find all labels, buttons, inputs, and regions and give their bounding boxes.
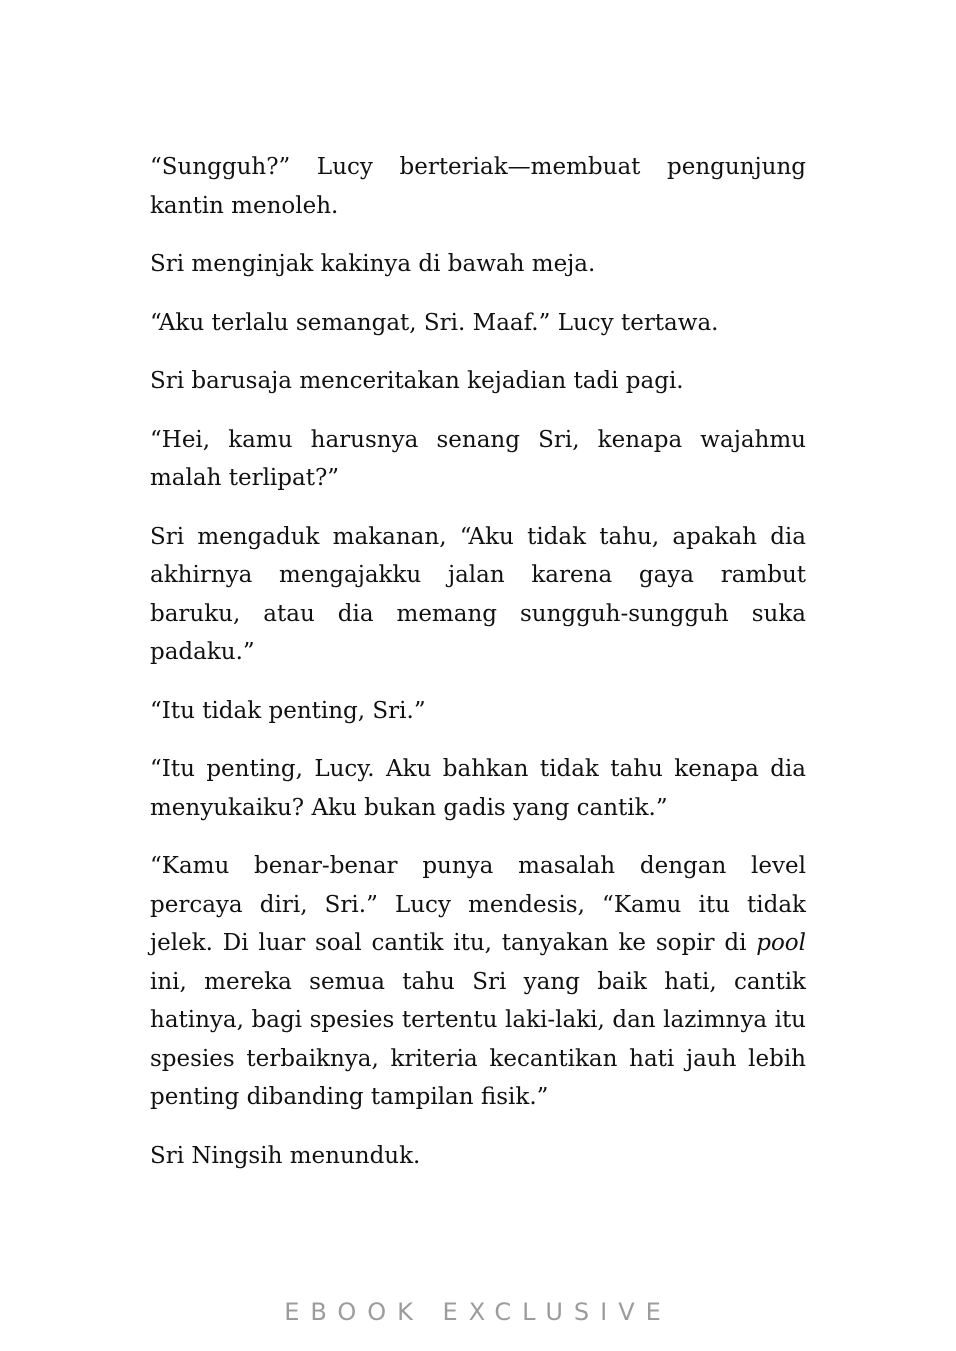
paragraph: Sri barusaja menceritakan kejadian tadi pagi.	[150, 368, 684, 394]
paragraph: Sri mengaduk makanan, “Aku tidak tahu, apakah dia akhirnya mengajakku jalan karena gaya rambut baruku, atau dia memang sungguh-sungguh suka padaku.”	[150, 523, 806, 665]
paragraph	[150, 847, 806, 1117]
book-page-text	[150, 148, 806, 1195]
paragraph-text: “Kamu benar-benar punya masalah dengan level percaya diri, Sri.” Lucy mendesis, “Kamu itu tidak jelek. Di luar soal cantik itu, tanyakan ke sopir di	[150, 853, 806, 956]
paragraph: Sri Ningsih menunduk.	[150, 1142, 421, 1169]
italic-word: pool	[756, 930, 806, 956]
paragraph: “Sungguh?” Lucy berteriak—membuat pengunjung kantin menoleh.	[150, 154, 806, 219]
paragraph: “Itu penting, Lucy. Aku bahkan tidak tahu kenapa dia menyukaiku? Aku bukan gadis yang cantik.”	[150, 756, 806, 821]
paragraph: Sri menginjak kakinya di bawah meja.	[150, 251, 596, 277]
paragraph-text: ini, mereka semua tahu Sri yang baik hati, cantik hatinya, bagi spesies tertentu laki-laki, dan lazimnya itu spesies terbaiknya, kriteria kecantikan hati jauh lebih penting dibanding tampilan fisik.”	[150, 968, 806, 1110]
paragraph: “Aku terlalu semangat, Sri. Maaf.” Lucy tertawa.	[150, 309, 719, 336]
paragraph: “Hei, kamu harusnya senang Sri, kenapa wajahmu malah terlipat?”	[150, 426, 806, 491]
paragraph: “Itu tidak penting, Sri.”	[150, 697, 426, 724]
ebook-exclusive-footer: EBOOK EXCLUSIVE	[284, 1298, 672, 1326]
